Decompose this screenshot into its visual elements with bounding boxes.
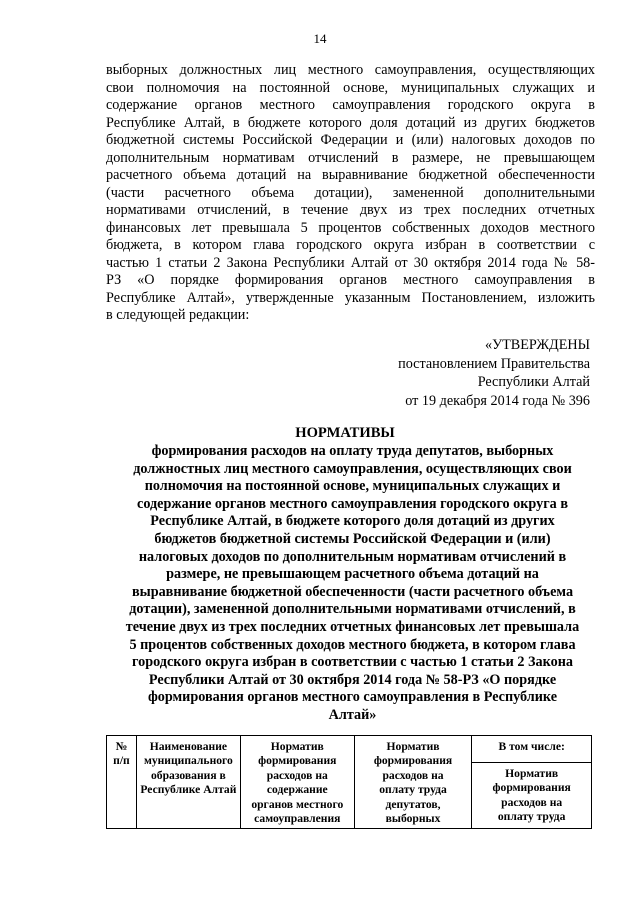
header-text-line: Норматив [270,740,324,753]
document-title: НОРМАТИВЫ [295,425,395,441]
subtitle-line: формирования органов местного самоуправления в Республике [147,689,558,706]
approval-line: от 19 декабря 2014 года № 396 [405,392,590,409]
body-line: Республике Алтай», утвержденные указанным Постановлением, изложить [106,289,595,306]
body-line: выборных должностных лиц местного самоуправления, осуществляющих [106,62,595,78]
norms-table [106,735,592,829]
header-text-line: содержание [266,783,328,797]
header-text-line: Норматив [386,740,440,753]
page-number: 14 [313,31,327,46]
col-header-norm-pay [354,736,472,829]
header-text-line: оплату труда [379,783,447,797]
subtitle-line: размере, не превышающем расчетного объема дотаций на [166,566,539,583]
subtitle-line: выравнивание бюджетной обеспеченности (части расчетного объема [131,583,574,600]
approval-stamp [340,336,590,410]
col-header-including: В том числе: [472,736,592,763]
header-text-line: образования в [150,768,226,782]
subtitle-line: Республике Алтай, в бюджете которого доля дотаций из других [150,513,555,530]
body-line: бюджета, в котором глава городского округа избран в соответствии с [106,237,595,253]
body-line: свои полномочия на постоянной основе, муниципальных служащих и [106,79,595,96]
header-text-line: самоуправления [254,812,341,826]
body-line: дополнительным нормативам отчислений в размере, не превышающем [106,149,595,166]
subtitle-line: городского округа избран в соответствии с частью 1 статьи 2 Закона [132,654,573,671]
body-line: в следующей редакции: [106,307,250,323]
body-paragraph [106,62,595,325]
body-line: расчетного объема дотаций на выравнивание бюджетной обеспеченности [106,167,595,183]
body-line: содержание органов местного самоуправления городского округа в [106,97,595,113]
header-text-line: депутатов, [385,797,441,811]
subtitle-line: полномочия на постоянной основе, муниципальных служащих и [144,478,561,495]
header-text-line: расходов на [382,768,444,782]
subtitle-line: бюджетов бюджетной системы Российской Федерации и (или) [154,530,551,547]
col-header-norm-maintenance [240,736,354,829]
header-text-line: Наименование [149,740,228,753]
body-line: частью 1 статьи 2 Закона Республики Алтай от 30 октября 2014 года № 58- [106,254,595,271]
subtitle-line: содержание органов местного самоуправления городского округа в [137,495,568,512]
body-line: бюджетной системы Российской Федерации и (или) налоговых доходов по [106,132,595,148]
subtitle-line: течение двух из трех последних отчетных финансовых лет превышала [125,618,580,635]
body-line: (части расчетного объема дотации), замененной дополнительными [106,184,595,201]
body-line: финансовых лет превышала 5 процентов собственных доходов местного [106,219,595,236]
header-text-line: формирования [373,754,453,768]
header-text-line: оплату труда [497,810,566,824]
col-header-sub-norm-pay [472,763,592,829]
body-line: РЗ «О порядке формирования органов местного самоуправления в [106,272,595,288]
header-text-line: муниципального [143,754,233,768]
subtitle-line: 5 процентов собственных доходов местного бюджета, в котором глава [129,636,576,653]
subtitle-line: Республики Алтай от 30 октября 2014 года № 58-РЗ «О порядке [148,671,557,688]
approval-line: постановлением Правительства [398,355,590,372]
header-text-line: № [115,740,128,753]
subtitle-line: налоговых доходов по дополнительным нормативам отчислений в [138,548,567,565]
subtitle-line: дотации), замененной дополнительными нормативами отчислений, в [129,601,576,618]
subtitle-line: должностных лиц местного самоуправления, осуществляющих свои [133,460,572,477]
subtitle-line: формирования расходов на оплату труда депутатов, выборных [151,443,554,459]
col-header-number [107,736,137,829]
col-header-municipality [136,736,240,829]
header-text-line: формирования [258,754,337,768]
approval-line: Республики Алтай [477,374,590,390]
body-line: Республике Алтай, в бюджете которого доля дотаций из других бюджетов [106,114,595,131]
header-text-line: формирования [492,781,571,795]
header-text-line: расходов на [501,795,563,809]
header-text-line: расходов на [266,768,328,782]
header-text-line: выборных [385,812,441,826]
header-text-line: Республике Алтай [140,783,237,797]
document-subtitle [110,443,595,725]
header-text-line: Норматив [505,767,559,780]
subtitle-line: Алтай» [328,706,377,723]
table-header-row [107,736,592,763]
header-text-line: п/п [113,754,130,768]
body-line: нормативами отчислений, в течение двух из трех последних отчетных [106,202,595,218]
approval-line: «УТВЕРЖДЕНЫ [485,337,590,353]
header-text-line: органов местного [251,797,344,811]
